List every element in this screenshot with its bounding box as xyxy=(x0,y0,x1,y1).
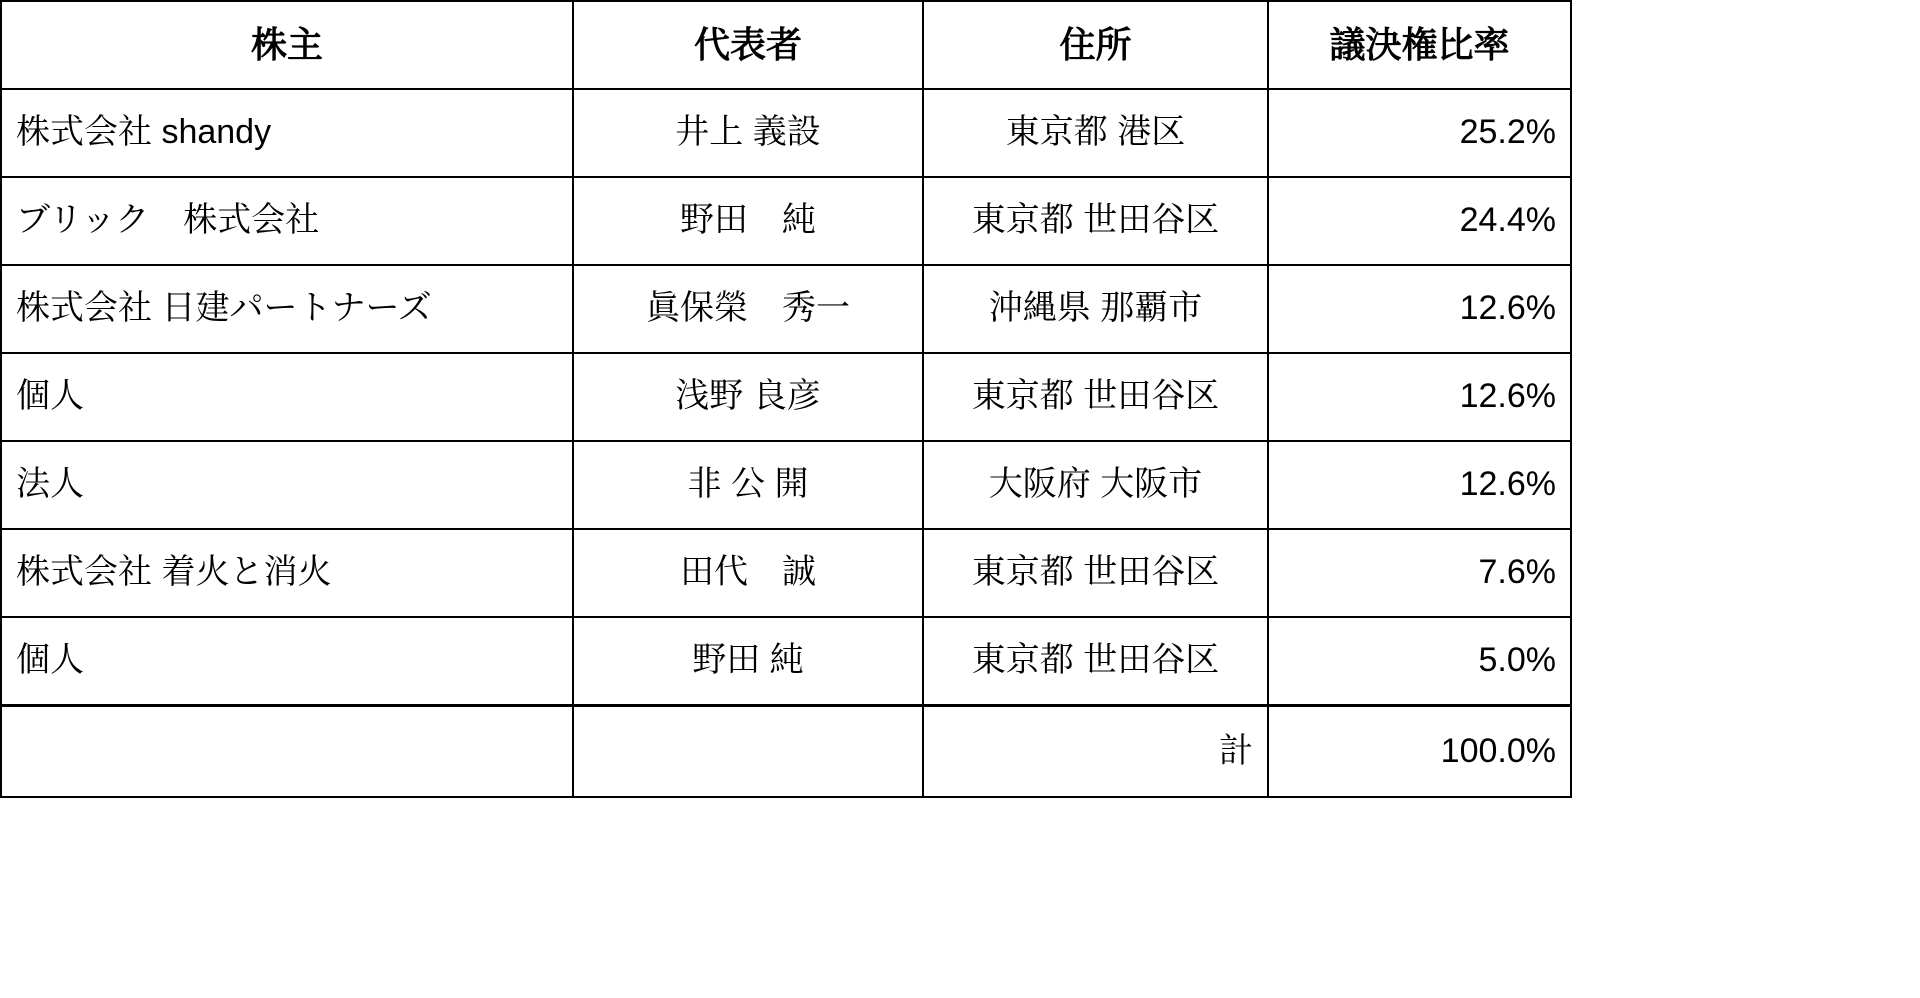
table-row xyxy=(1,529,1571,617)
cell-voting-ratio: 5.0% xyxy=(1268,617,1571,705)
total-cell-voting-ratio: 100.0% xyxy=(1268,705,1571,797)
table-total-row xyxy=(1,705,1571,797)
cell-address: 東京都 世田谷区 xyxy=(923,177,1268,265)
table-row xyxy=(1,89,1571,177)
cell-shareholder: 株式会社 着火と消火 xyxy=(1,529,573,617)
table-header-row xyxy=(1,1,1571,89)
cell-address: 東京都 世田谷区 xyxy=(923,617,1268,705)
table-body xyxy=(1,89,1571,797)
column-header-address: 住所 xyxy=(923,1,1268,89)
table-row xyxy=(1,265,1571,353)
cell-voting-ratio: 24.4% xyxy=(1268,177,1571,265)
table-row xyxy=(1,617,1571,705)
cell-representative: 浅野 良彦 xyxy=(573,353,923,441)
column-header-shareholder: 株主 xyxy=(1,1,573,89)
total-label: 計 xyxy=(923,705,1268,797)
cell-representative: 野田 純 xyxy=(573,177,923,265)
cell-shareholder: 個人 xyxy=(1,353,573,441)
column-header-representative: 代表者 xyxy=(573,1,923,89)
column-header-voting-ratio: 議決権比率 xyxy=(1268,1,1571,89)
cell-representative: 井上 義設 xyxy=(573,89,923,177)
cell-address: 東京都 港区 xyxy=(923,89,1268,177)
cell-voting-ratio: 12.6% xyxy=(1268,265,1571,353)
cell-voting-ratio: 7.6% xyxy=(1268,529,1571,617)
cell-representative: 田代 誠 xyxy=(573,529,923,617)
cell-representative: 非 公 開 xyxy=(573,441,923,529)
total-cell-shareholder xyxy=(1,705,573,797)
table-row xyxy=(1,441,1571,529)
table-header xyxy=(1,1,1571,89)
cell-shareholder: 株式会社 日建パートナーズ xyxy=(1,265,573,353)
cell-representative: 野田 純 xyxy=(573,617,923,705)
cell-address: 大阪府 大阪市 xyxy=(923,441,1268,529)
cell-shareholder: ブリック 株式会社 xyxy=(1,177,573,265)
cell-voting-ratio: 12.6% xyxy=(1268,441,1571,529)
cell-address: 東京都 世田谷区 xyxy=(923,529,1268,617)
cell-address: 沖縄県 那覇市 xyxy=(923,265,1268,353)
total-cell-representative xyxy=(573,705,923,797)
table-row xyxy=(1,353,1571,441)
cell-shareholder: 株式会社 shandy xyxy=(1,89,573,177)
cell-voting-ratio: 12.6% xyxy=(1268,353,1571,441)
cell-shareholder: 法人 xyxy=(1,441,573,529)
cell-shareholder: 個人 xyxy=(1,617,573,705)
cell-address: 東京都 世田谷区 xyxy=(923,353,1268,441)
cell-voting-ratio: 25.2% xyxy=(1268,89,1571,177)
cell-representative: 眞保榮 秀一 xyxy=(573,265,923,353)
table-row xyxy=(1,177,1571,265)
